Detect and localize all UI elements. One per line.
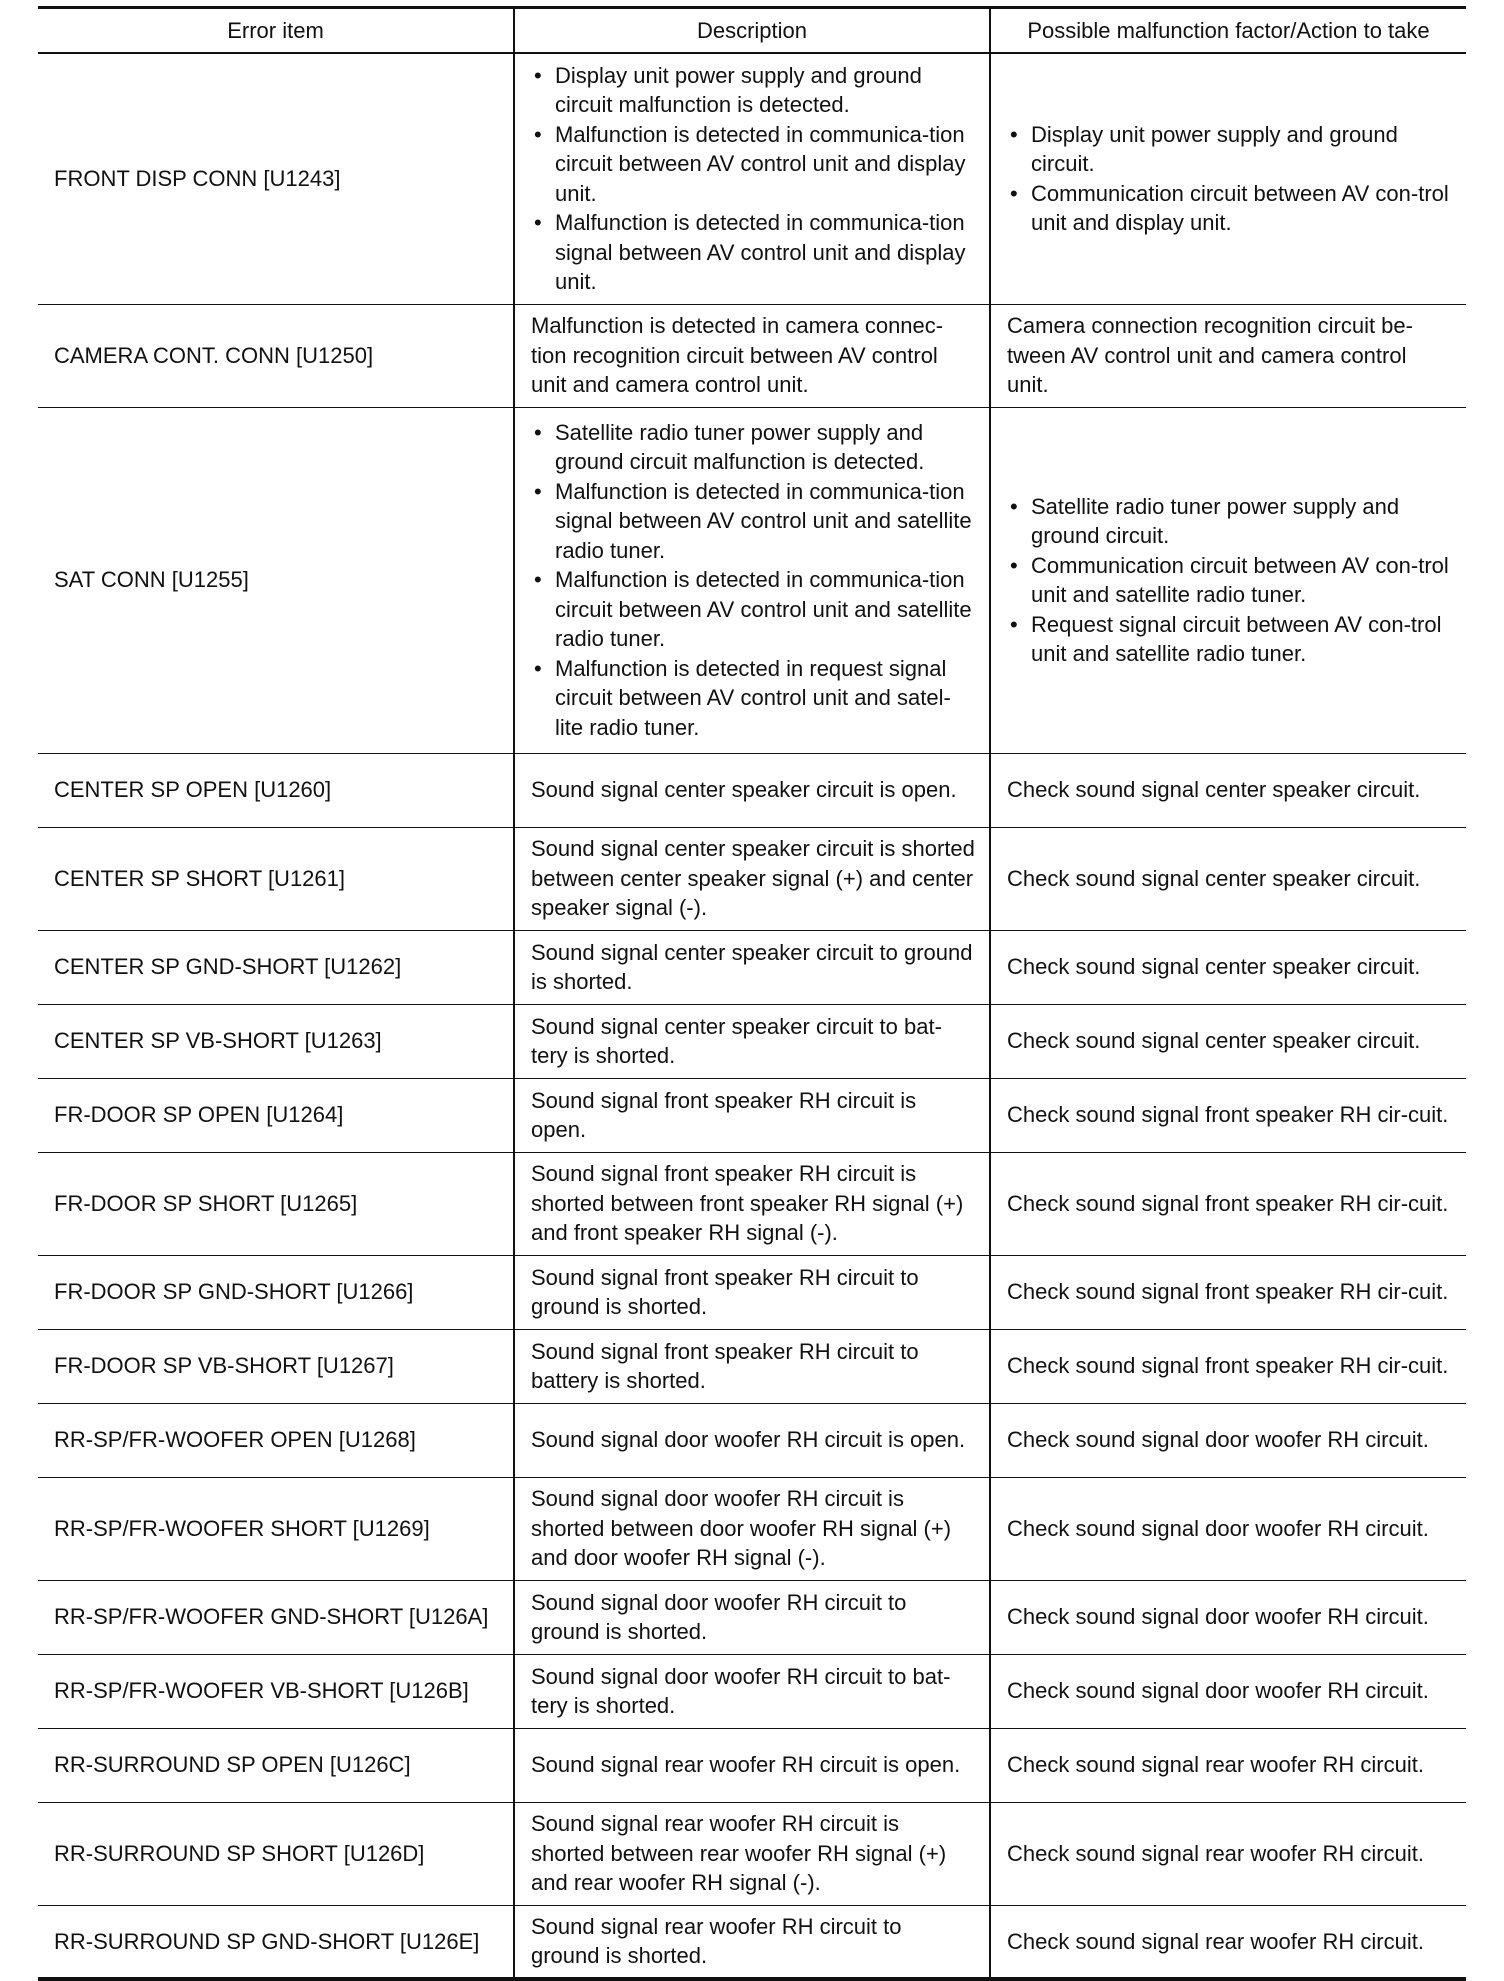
- table-row: [38, 827, 1466, 930]
- error-item-cell: RR-SURROUND SP GND-SHORT [U126E]: [38, 1905, 514, 1979]
- description-cell: Sound signal rear woofer RH circuit to ground is shorted.: [514, 1905, 990, 1979]
- description-cell: Sound signal door woofer RH circuit is open.: [514, 1403, 990, 1477]
- error-item-cell: FR-DOOR SP VB-SHORT [U1267]: [38, 1329, 514, 1403]
- description-cell: Sound signal center speaker circuit is open.: [514, 753, 990, 827]
- action-cell: Check sound signal door woofer RH circuit.: [990, 1477, 1466, 1580]
- table-row: [38, 930, 1466, 1004]
- action-cell-bullet-list: [1007, 120, 1452, 238]
- action-cell-bullet-list: [1007, 492, 1452, 669]
- error-item-cell: FRONT DISP CONN [U1243]: [38, 53, 514, 304]
- table-row: [38, 1728, 1466, 1802]
- bullet-item: • Communication circuit between AV con-trol unit and satellite radio tuner.: [1031, 551, 1452, 610]
- error-item-cell: RR-SP/FR-WOOFER OPEN [U1268]: [38, 1403, 514, 1477]
- action-cell: Check sound signal front speaker RH cir-cuit.: [990, 1078, 1466, 1152]
- table-row: [38, 1078, 1466, 1152]
- error-item-cell: FR-DOOR SP SHORT [U1265]: [38, 1152, 514, 1255]
- action-cell: Check sound signal front speaker RH cir-cuit.: [990, 1329, 1466, 1403]
- description-cell: Sound signal center speaker circuit to bat-tery is shorted.: [514, 1004, 990, 1078]
- description-cell: Sound signal door woofer RH circuit is shorted between door woofer RH signal (+) and door woofer RH signal (-).: [514, 1477, 990, 1580]
- bullet-item: • Malfunction is detected in communica-tion signal between AV control unit and satellite radio tuner.: [555, 477, 975, 566]
- bullet-item: • Communication circuit between AV con-trol unit and display unit.: [1031, 179, 1452, 238]
- header-description: Description: [514, 8, 990, 54]
- error-item-cell: FR-DOOR SP OPEN [U1264]: [38, 1078, 514, 1152]
- description-cell: Sound signal rear woofer RH circuit is shorted between rear woofer RH signal (+) and rear woofer RH signal (-).: [514, 1802, 990, 1905]
- error-item-cell: CENTER SP VB-SHORT [U1263]: [38, 1004, 514, 1078]
- description-cell: [514, 407, 990, 753]
- error-item-cell: CAMERA CONT. CONN [U1250]: [38, 304, 514, 407]
- table-row: [38, 1802, 1466, 1905]
- description-cell: Sound signal door woofer RH circuit to bat-tery is shorted.: [514, 1654, 990, 1728]
- table-row: [38, 53, 1466, 304]
- table-row: [38, 753, 1466, 827]
- error-item-cell: CENTER SP GND-SHORT [U1262]: [38, 930, 514, 1004]
- table-row: [38, 304, 1466, 407]
- description-cell: Malfunction is detected in camera connec-tion recognition circuit between AV control unit and camera control unit.: [514, 304, 990, 407]
- description-cell: Sound signal front speaker RH circuit is open.: [514, 1078, 990, 1152]
- table-row: [38, 407, 1466, 753]
- bullet-item: • Satellite radio tuner power supply and ground circuit malfunction is detected.: [555, 418, 975, 477]
- error-item-table-page: [38, 6, 1466, 1981]
- error-item-cell: FR-DOOR SP GND-SHORT [U1266]: [38, 1255, 514, 1329]
- error-item-table: [38, 6, 1466, 1981]
- table-row: [38, 1255, 1466, 1329]
- action-cell: Check sound signal center speaker circuit.: [990, 753, 1466, 827]
- header-action: Possible malfunction factor/Action to take: [990, 8, 1466, 54]
- bullet-item: • Display unit power supply and ground circuit.: [1031, 120, 1452, 179]
- table-row: [38, 1654, 1466, 1728]
- bullet-item: • Malfunction is detected in communica-tion signal between AV control unit and display unit.: [555, 208, 975, 297]
- bullet-item: • Malfunction is detected in request signal circuit between AV control unit and satel-lite radio tuner.: [555, 654, 975, 743]
- table-row: [38, 1905, 1466, 1979]
- description-cell: Sound signal rear woofer RH circuit is open.: [514, 1728, 990, 1802]
- table-row: [38, 1403, 1466, 1477]
- description-cell: Sound signal door woofer RH circuit to ground is shorted.: [514, 1580, 990, 1654]
- description-cell: Sound signal center speaker circuit is shorted between center speaker signal (+) and center speaker signal (-).: [514, 827, 990, 930]
- error-item-cell: RR-SURROUND SP OPEN [U126C]: [38, 1728, 514, 1802]
- description-cell-bullet-list: [531, 61, 975, 297]
- error-item-cell: SAT CONN [U1255]: [38, 407, 514, 753]
- bullet-item: • Display unit power supply and ground circuit malfunction is detected.: [555, 61, 975, 120]
- description-cell: Sound signal front speaker RH circuit to battery is shorted.: [514, 1329, 990, 1403]
- table-row: [38, 1329, 1466, 1403]
- table-row: [38, 1580, 1466, 1654]
- description-cell: Sound signal center speaker circuit to ground is shorted.: [514, 930, 990, 1004]
- action-cell: [990, 407, 1466, 753]
- error-item-cell: RR-SURROUND SP SHORT [U126D]: [38, 1802, 514, 1905]
- table-row: [38, 1152, 1466, 1255]
- bullet-item: • Malfunction is detected in communica-tion circuit between AV control unit and satellite radio tuner.: [555, 565, 975, 654]
- action-cell: Check sound signal rear woofer RH circuit.: [990, 1728, 1466, 1802]
- bullet-item: • Malfunction is detected in communica-tion circuit between AV control unit and display unit.: [555, 120, 975, 209]
- description-cell: Sound signal front speaker RH circuit is shorted between front speaker RH signal (+) and front speaker RH signal (-).: [514, 1152, 990, 1255]
- action-cell: Check sound signal door woofer RH circuit.: [990, 1654, 1466, 1728]
- action-cell: Check sound signal door woofer RH circuit.: [990, 1403, 1466, 1477]
- action-cell: Check sound signal center speaker circuit.: [990, 930, 1466, 1004]
- bullet-item: • Satellite radio tuner power supply and ground circuit.: [1031, 492, 1452, 551]
- error-item-cell: RR-SP/FR-WOOFER SHORT [U1269]: [38, 1477, 514, 1580]
- description-cell: Sound signal front speaker RH circuit to ground is shorted.: [514, 1255, 990, 1329]
- action-cell: Check sound signal front speaker RH cir-cuit.: [990, 1152, 1466, 1255]
- description-cell-bullet-list: [531, 418, 975, 743]
- error-item-cell: CENTER SP OPEN [U1260]: [38, 753, 514, 827]
- action-cell: Check sound signal door woofer RH circuit.: [990, 1580, 1466, 1654]
- bullet-item: • Request signal circuit between AV con-trol unit and satellite radio tuner.: [1031, 610, 1452, 669]
- action-cell: Check sound signal rear woofer RH circuit.: [990, 1905, 1466, 1979]
- error-item-cell: RR-SP/FR-WOOFER VB-SHORT [U126B]: [38, 1654, 514, 1728]
- error-item-cell: RR-SP/FR-WOOFER GND-SHORT [U126A]: [38, 1580, 514, 1654]
- action-cell: [990, 53, 1466, 304]
- table-row: [38, 1004, 1466, 1078]
- error-item-cell: CENTER SP SHORT [U1261]: [38, 827, 514, 930]
- table-header-row: [38, 8, 1466, 54]
- action-cell: Check sound signal center speaker circuit.: [990, 827, 1466, 930]
- action-cell: Check sound signal rear woofer RH circuit.: [990, 1802, 1466, 1905]
- description-cell: [514, 53, 990, 304]
- header-error-item: Error item: [38, 8, 514, 54]
- action-cell: Check sound signal front speaker RH cir-cuit.: [990, 1255, 1466, 1329]
- action-cell: Check sound signal center speaker circuit.: [990, 1004, 1466, 1078]
- action-cell: Camera connection recognition circuit be-tween AV control unit and camera control unit.: [990, 304, 1466, 407]
- table-row: [38, 1477, 1466, 1580]
